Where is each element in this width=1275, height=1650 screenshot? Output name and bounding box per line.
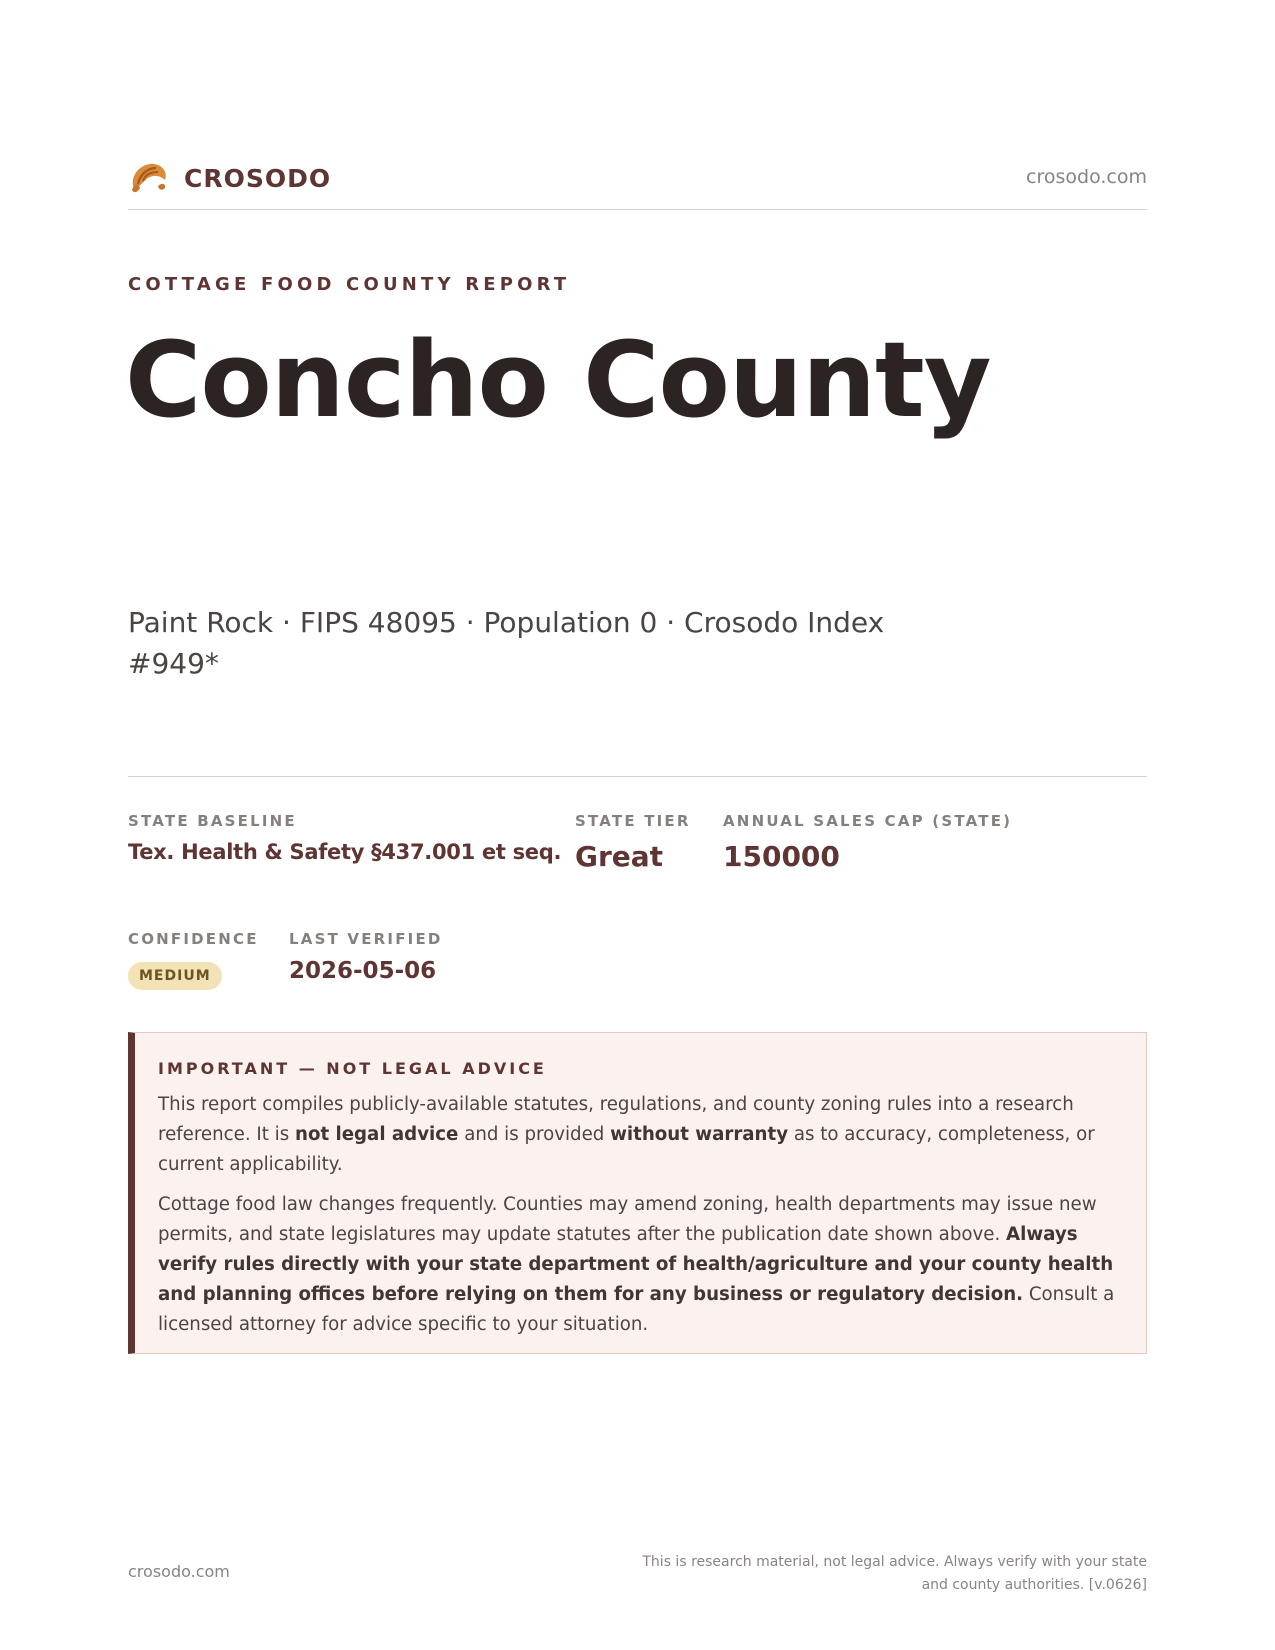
- brand: [128, 158, 331, 198]
- legal-notice-paragraph-2: [158, 1190, 1120, 1340]
- notice-text: Cottage food law changes frequently. Counties may amend zoning, health departments may issue new permits, and state legislatures may update statutes after the publication date shown above.: [158, 1194, 1097, 1245]
- report-eyebrow: COTTAGE FOOD COUNTY REPORT: [128, 274, 571, 295]
- legal-notice-title: IMPORTANT — NOT LEGAL ADVICE: [158, 1059, 547, 1078]
- last-verified-value: 2026-05-06: [289, 958, 437, 984]
- state-baseline-field: [128, 812, 561, 864]
- footer-disclaimer-line: This is research material, not legal advice. Always verify with your state: [642, 1554, 1147, 1570]
- last-verified-field: [289, 930, 443, 984]
- notice-emphasis: not legal advice: [295, 1124, 459, 1145]
- legal-notice-paragraph-1: [158, 1090, 1120, 1180]
- site-url[interactable]: crosodo.com: [1026, 166, 1147, 188]
- page-title: Concho County: [125, 319, 991, 441]
- report-page: [125, 0, 1147, 1650]
- state-tier-value: Great: [575, 840, 664, 873]
- state-baseline-label: STATE BASELINE: [128, 812, 297, 830]
- notice-emphasis: Always verify rules directly with your state department of health/agriculture and your county health and planning offices before relying on them for any business or regulatory decision.: [158, 1224, 1114, 1305]
- legal-notice: [128, 1032, 1147, 1354]
- croissant-icon: [128, 158, 170, 198]
- footer-disclaimer-line: and county authorities. [v.0626]: [921, 1577, 1147, 1593]
- confidence-field: [128, 930, 259, 990]
- sales-cap-label: ANNUAL SALES CAP (STATE): [723, 812, 1013, 830]
- notice-emphasis: without warranty: [610, 1124, 789, 1145]
- state-tier-field: [575, 812, 691, 873]
- last-verified-label: LAST VERIFIED: [289, 930, 443, 948]
- notice-text: as to accuracy, completeness, or current applicability.: [158, 1124, 1095, 1175]
- footer-site-url[interactable]: crosodo.com: [128, 1562, 230, 1581]
- section-divider: [128, 776, 1147, 777]
- brand-name: CROSODO: [184, 163, 332, 193]
- state-baseline-value: Tex. Health & Safety §437.001 et seq.: [128, 840, 562, 864]
- footer-disclaimer: [627, 1551, 1147, 1597]
- notice-text: and is provided: [458, 1124, 611, 1145]
- confidence-label: CONFIDENCE: [128, 930, 259, 948]
- confidence-badge: MEDIUM: [128, 962, 222, 990]
- notice-text: Consult a licensed attorney for advice specific to your situation.: [158, 1284, 1115, 1335]
- notice-text: This report compiles publicly-available statutes, regulations, and county zoning rules into a research reference. It is: [158, 1094, 1074, 1145]
- county-summary: Paint Rock · FIPS 48095 · Population 0 · Crosodo Index #949*: [128, 606, 885, 680]
- sales-cap-field: [723, 812, 1012, 873]
- state-tier-label: STATE TIER: [575, 812, 691, 830]
- header-divider: [128, 209, 1147, 210]
- sales-cap-value: 150000: [723, 840, 840, 873]
- page-header: [128, 158, 1147, 204]
